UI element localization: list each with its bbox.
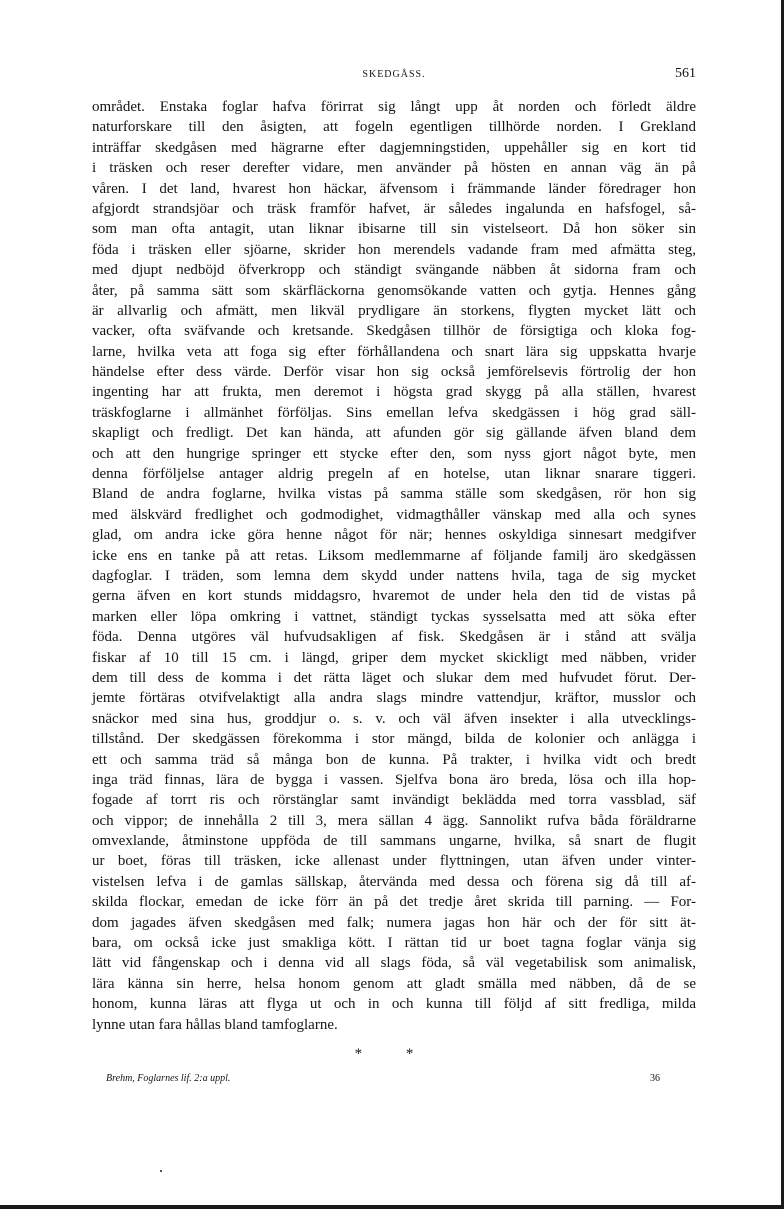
section-separator: * * xyxy=(354,1046,434,1062)
text-line: skilda flockar, emedan de icke förr än på det tredje året skrida till parning. — For- xyxy=(92,894,696,911)
speck xyxy=(160,1170,162,1172)
text-line: ur boet, föras till träsken, icke allenast under flyttningen, utan äfven under vinter- xyxy=(92,853,696,870)
text-line: våren. I det land, hvarest hon häckar, äfvensom i främmande länder föredrager hon xyxy=(92,180,696,197)
text-line: fiskar af 10 till 15 cm. i längd, griper dem mycket skickligt med näbben, vrider xyxy=(92,649,696,666)
text-line: i träsken och reser derefter vidare, men använder på hösten en annan väg än på xyxy=(92,160,696,177)
text-line: icke ens en tanke på att retas. Liksom medlemmarne af följande familj äro skedgässen xyxy=(92,547,696,564)
text-line: honom, kunna läras att flyga ut och in och kunna till följd af sitt fredliga, milda xyxy=(92,996,696,1013)
page-header xyxy=(92,66,696,84)
text-line: gerna äfven en kort stunds middagsro, hvaremot de under hela den tid de vistas på xyxy=(92,588,696,605)
text-line: dem till dess de komma i det rätta läget och slukar dem med hufvudet förut. Der- xyxy=(92,669,696,686)
text-line: åter, på samma sätt som skärfläckorna genomsökande vatten och gytja. Hennes gång xyxy=(92,282,696,299)
text-line: snäckor med sina hus, groddjur o. s. v. och väl äfven insekter i alla utvecklings- xyxy=(92,710,696,727)
text-line: med djupt nedböjd öfverkropp och ständigt svängande näbben åt sidorna fram och xyxy=(92,262,696,279)
text-line: med älskvärd fredlighet och godmodighet, vidmagthåller vänskap med alla och synes xyxy=(92,506,696,523)
text-line: inga träd finnas, lära de bygga i vassen. Sjelfva bona äro breda, lösa och illa hop- xyxy=(92,771,696,788)
running-head: SKEDGÅSS. xyxy=(362,69,426,80)
text-line: afgjordt strandsjöar och träsk framför hafvet, är således ingalunda en hafsfogel, så- xyxy=(92,200,696,217)
text-line: som man ofta antagit, utan liknar ibisarne till sin vistelseort. Då hon söker sin xyxy=(92,221,696,238)
body-text xyxy=(92,97,696,1035)
text-line: och vippor; de innehålla 2 till 3, mera sällan 4 ägg. Sannolikt rufva båda föräldrarne xyxy=(92,812,696,829)
text-line: dom jagades äfven skedgåsen med falk; numera jagas hon här och der för sitt ät- xyxy=(92,914,696,931)
text-line: lynne utan fara hållas bland tamfoglarne. xyxy=(92,1016,338,1033)
text-line: fogade af torrt ris och rörstänglar samt invändigt beklädda med torra vassblad, säf xyxy=(92,792,696,809)
text-line: träskfoglarne i allmänhet förföljas. Sins emellan lefva skedgässen i hög grad säll- xyxy=(92,404,696,421)
text-line: tillstånd. Der skedgässen förekomma i stor mängd, bilda de kolonier och anlägga i xyxy=(92,731,696,748)
text-line: händelse efter dess värde. Derför visar hon sig också jemförelsevis förtrolig der hon xyxy=(92,364,696,381)
signature-number: 36 xyxy=(650,1073,660,1084)
signature-mark: Brehm, Foglarnes lif. 2:a uppl. xyxy=(106,1073,231,1084)
text-line: bara, om också icke just smakliga kött. I rättan tid ur boet tagna foglar vänja sig xyxy=(92,935,696,952)
text-line: Bland de andra foglarne, hvilka vistas på samma ställe som skedgåsen, rör hon sig xyxy=(92,486,696,503)
text-line: lära känna sin herre, helsa honom genom att gladt smälla med näbben, då de se xyxy=(92,975,696,992)
text-line: vacker, ofta sväfvande och kretsande. Skedgåsen tillhör de försigtiga och kloka fog- xyxy=(92,323,696,340)
text-line: ett och samma träd så många bon de kunna. På trakter, i hvilka vidt och bredt xyxy=(92,751,696,768)
page-footer xyxy=(92,1073,696,1089)
text-line: denna förföljelse antager aldrig pregeln af en hotelse, utan liknar snarare tiggeri. xyxy=(92,466,696,483)
text-line: dagfoglar. I träden, som lemna dem skydd under nattens hvila, taga de sig mycket xyxy=(92,567,696,584)
text-line: naturforskare till den åsigten, att fogeln egentligen tillhörde norden. I Grekland xyxy=(92,119,696,136)
text-line: lätt vid fångenskap och i denna vid all slags föda, så väl vegetabilisk som animalisk, xyxy=(92,955,696,972)
text-line: larne, hvilka veta att foga sig efter förhållandena och snart lära sig uppskatta hvarje xyxy=(92,343,696,360)
text-line: skapligt och fredligt. Det kan hända, att afunden gör sig gällande äfven bland dem xyxy=(92,425,696,442)
text-line: marken eller löpa omkring i vattnet, ständigt tyckas sysselsatta med att söka efter xyxy=(92,608,696,625)
text-line: inträffar skedgåsen med hägrarne efter dagjemningstiden, uppehåller sig en kort tid xyxy=(92,139,696,156)
text-line: ingenting har att frukta, men deremot i högsta grad skygg på alla ställen, hvarest xyxy=(92,384,696,401)
text-line: området. Enstaka foglar hafva förirrat sig långt upp åt norden och förledt äldre xyxy=(92,99,696,115)
text-line: och att den hungrige springer ett stycke efter den, som nyss gjort något byte, men xyxy=(92,445,696,462)
page-edge-bottom xyxy=(0,1205,784,1209)
text-line: föda. Denna utgöres väl hufvudsakligen af fisk. Skedgåsen är i stånd att svälja xyxy=(92,629,696,646)
text-line: föda i träsken eller sjöarne, skrider hon merendels vadande fram med afmätta steg, xyxy=(92,241,696,258)
text-line: glad, om andra icke göra henne något för när; hennes oskyldiga sinnesart medgifver xyxy=(92,527,696,544)
text-line: är allvarlig och afmätt, men likväl prydligare än storkens, flygten mycket lätt och xyxy=(92,302,696,319)
text-line: vistelsen lefva i de gamlas sällskap, återvända med dessa och förena sig då till af- xyxy=(92,873,696,890)
page-number: 561 xyxy=(675,66,696,81)
text-line: jemte förtäras otvifvelaktigt alla andra slags mindre vattendjur, kräftor, musslor och xyxy=(92,690,696,707)
text-line: omvexlande, åtminstone uppföda de till sammans ungarne, hvilka, så snart de flugit xyxy=(92,833,696,850)
